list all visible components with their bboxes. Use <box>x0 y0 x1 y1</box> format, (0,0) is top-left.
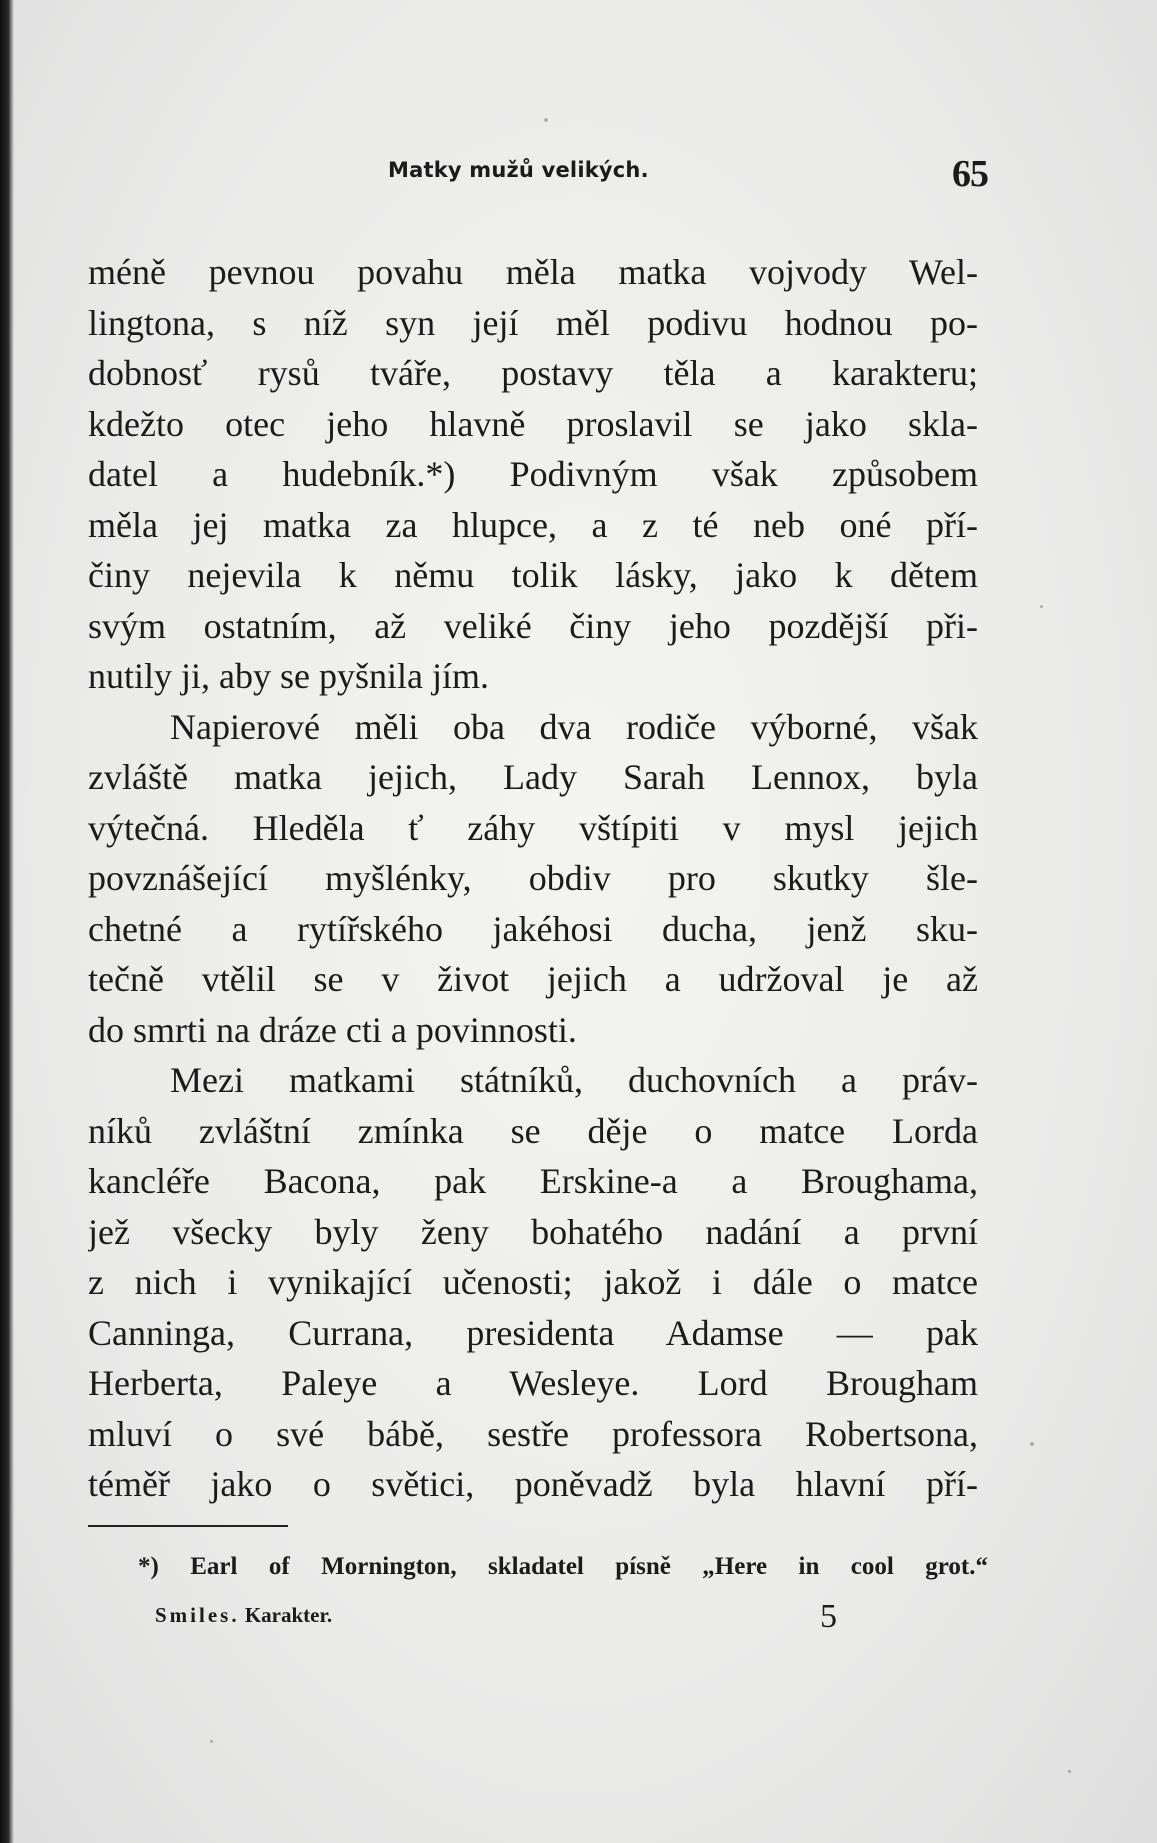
paper-speck <box>1040 605 1043 608</box>
text-line: níků zvláštní zmínka se děje o matce Lorda <box>88 1110 978 1151</box>
paper-speck <box>210 1740 213 1743</box>
text-line: měla jej matka za hlupce, a z té neb oné pří- <box>88 504 978 545</box>
text-line: z nich i vynikající učenosti; jakož i dále o matce <box>88 1262 978 1302</box>
paper-speck <box>1068 1770 1071 1773</box>
text-line: méně pevnou povahu měla matka vojvody Wel- <box>88 252 978 292</box>
bibliographic-signature <box>155 1603 332 1628</box>
signature-line <box>155 1598 855 1648</box>
running-head: Matky mužů velikých. <box>388 158 649 182</box>
text-line: mluví o své bábě, sestře professora Robertsona, <box>88 1413 978 1454</box>
text-line: zvláště matka jejich, Lady Sarah Lennox, byla <box>88 757 978 797</box>
text-line: do smrti na dráze cti a povinnosti. <box>88 1009 577 1050</box>
text-line: Napierové měli oba dva rodiče výborné, však <box>170 706 978 747</box>
footnote-separator <box>88 1525 288 1527</box>
text-line: povznášející myšlénky, obdiv pro skutky šle- <box>88 858 978 898</box>
text-line: činy nejevila k němu tolik lásky, jako k dětem <box>88 555 978 595</box>
text-line: nutily ji, aby se pyšnila jím. <box>88 656 489 696</box>
paper-speck <box>544 118 548 122</box>
text-line: kancléře Bacona, pak Erskine-a a Broughama, <box>88 1161 978 1201</box>
text-line: výtečná. Hleděla ť záhy vštípiti v mysl jejich <box>88 807 978 848</box>
signature-mark: 5 <box>820 1598 837 1635</box>
text-line: chetné a rytířského jakéhosi ducha, jenž sku- <box>88 908 978 949</box>
signature-title: Karakter. <box>244 1603 333 1627</box>
text-line: Mezi matkami státníků, duchovních a práv- <box>170 1060 978 1100</box>
text-line: Herberta, Paleye a Wesleye. Lord Brougham <box>88 1363 978 1403</box>
text-line: jež všecky byly ženy bohatého nadání a první <box>88 1211 978 1252</box>
text-line: datel a hudebník.*) Podivným však způsobem <box>88 454 978 494</box>
paper-speck <box>1030 1442 1034 1446</box>
text-line: lingtona, s níž syn její měl podivu hodnou po- <box>88 302 978 343</box>
signature-author: Smiles. <box>155 1603 240 1627</box>
text-line: svým ostatním, až veliké činy jeho pozdější při- <box>88 605 978 646</box>
page-header <box>388 152 988 195</box>
text-line: dobnosť rysů tváře, postavy těla a karakteru; <box>88 353 978 393</box>
body-text <box>88 247 978 1510</box>
text-line: Canninga, Currana, presidenta Adamse — pak <box>88 1312 978 1353</box>
text-line: kdežto otec jeho hlavně proslavil se jako skla- <box>88 403 978 444</box>
page-left-edge-shadow <box>0 0 14 1843</box>
footnote: *) Earl of Mornington, skladatel písně „Here in cool grot.“ <box>138 1553 988 1580</box>
text-line: téměř jako o světici, poněvadž byla hlavní pří- <box>88 1464 978 1504</box>
page-number: 65 <box>952 153 988 195</box>
text-line: tečně vtělil se v život jejich a udržoval je až <box>88 959 978 999</box>
